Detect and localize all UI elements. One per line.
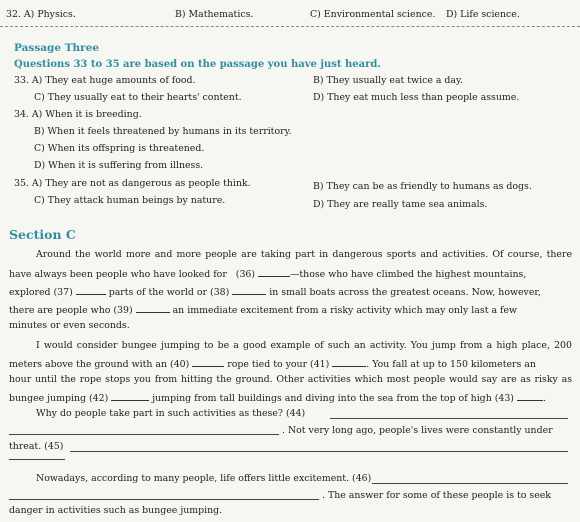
- blank-40-label: (40): [170, 359, 190, 370]
- blank-38-label: (38): [210, 287, 230, 298]
- q33-number: 33.: [14, 75, 29, 86]
- p2-line2-text: meters above the ground with an: [9, 359, 168, 370]
- blank-37-label: (37): [53, 287, 73, 298]
- blank-39-label: (39): [113, 305, 133, 316]
- p2-line3: hour until the rope stops you from hitting the ground. Other activities which most people would say are as risky as: [9, 374, 572, 385]
- blank-43[interactable]: [517, 391, 543, 401]
- passage-three-title: Passage Three: [14, 42, 100, 54]
- blank-41[interactable]: [332, 357, 366, 367]
- q33-option-a: A) They eat huge amounts of food.: [31, 75, 196, 86]
- blank-44-line-a[interactable]: [330, 418, 568, 419]
- p1-line5: minutes or even seconds.: [9, 320, 130, 331]
- p3-line1-text: Nowadays, according to many people, life offers little excitement.: [36, 473, 350, 484]
- q33-option-c: C) They usually eat to their hearts' content.: [34, 92, 242, 103]
- blank-46-line-a[interactable]: [372, 483, 568, 484]
- p1-line2-tail: —those who have climbed the highest mountains,: [290, 269, 527, 280]
- p2-line2: [9, 357, 572, 371]
- q35-option-c: C) They attack human beings by nature.: [34, 195, 226, 206]
- p2-line2-mid: rope tied to your: [227, 359, 308, 370]
- blank-42-label: (42): [89, 393, 109, 404]
- q32-number: 32.: [6, 9, 21, 20]
- q34-number: 34.: [14, 109, 29, 120]
- q35-number: 35.: [14, 178, 29, 189]
- p2-line4-text: bungee jumping: [9, 393, 87, 404]
- p1-line2-text: have always been people who have looked for: [9, 269, 227, 280]
- blank-45-label: (45): [44, 441, 64, 452]
- p2-line4: [9, 391, 572, 405]
- blank-36-label: (36): [235, 269, 256, 280]
- p1-line3-mid: parts of the world or: [108, 287, 208, 298]
- p1-line3-tail: in small boats across the greatest oceans. Now, however,: [269, 287, 541, 298]
- p1-line2: [9, 267, 572, 281]
- p3-line1: [36, 473, 371, 485]
- q35-option-a: A) They are not as dangerous as people think.: [31, 178, 251, 189]
- blank-46-line-b[interactable]: [9, 499, 319, 500]
- q32-option-b: B) Mathematics.: [175, 9, 254, 20]
- blank-42[interactable]: [111, 391, 149, 401]
- p2-question-text: Why do people take part in such activities as these?: [36, 408, 283, 419]
- q34-option-c: C) When its offspring is threatened.: [34, 143, 205, 154]
- q35-option-b: B) They can be as friendly to humans as dogs.: [313, 181, 532, 192]
- q32: [6, 9, 76, 21]
- blank-44-label: (44): [285, 408, 306, 419]
- p1-line3-text: explored: [9, 287, 51, 298]
- p2-line4-tail: .: [542, 393, 546, 404]
- p1-line4-tail: an immediate excitement from a risky activity which may only last a few: [172, 305, 518, 316]
- blank-45-line-b[interactable]: [9, 459, 65, 460]
- q34-option-d: D) When it is suffering from illness.: [34, 160, 204, 171]
- blank-38[interactable]: [232, 285, 266, 295]
- q34-option-a: A) When it is breeding.: [31, 109, 142, 120]
- blank-41-label: (41): [310, 359, 330, 370]
- passage-three-instruction: Questions 33 to 35 are based on the passage you have just heard.: [14, 59, 381, 70]
- p3-line3: danger in activities such as bungee jumping.: [9, 505, 223, 516]
- q33-option-d: D) They eat much less than people assume.: [313, 92, 520, 103]
- blank-40[interactable]: [192, 357, 224, 367]
- q32-option-d: D) Life science.: [446, 9, 520, 20]
- p2-line5: [36, 408, 305, 420]
- q33-option-b: B) They usually eat twice a day.: [313, 75, 464, 86]
- blank-36[interactable]: [258, 267, 290, 277]
- blank-39[interactable]: [136, 303, 170, 313]
- blank-44-line-b[interactable]: [9, 434, 279, 435]
- p1-line4: [9, 303, 572, 317]
- q35-option-d: D) They are really tame sea animals.: [313, 199, 488, 210]
- p2-line4-mid: jumping from tall buildings and diving into the sea from the top of high: [152, 393, 492, 404]
- blank-45-line-a[interactable]: [70, 451, 568, 452]
- q35-line1: [14, 178, 251, 190]
- p2-line7: [9, 441, 63, 453]
- divider: [0, 26, 580, 27]
- q34-line1: [14, 109, 142, 121]
- blank-46-label: (46): [352, 473, 372, 484]
- p2-line1: I would consider bungee jumping to be a good example of such an activity. You jump from a high place, 200: [36, 340, 572, 351]
- p1-line3: [9, 285, 572, 299]
- q32-option-a: A) Physics.: [23, 9, 76, 20]
- p3-line2: . The answer for some of these people is to seek: [322, 490, 551, 501]
- p2-line2-tail: . You fall at up to 150 kilometers an: [366, 359, 536, 370]
- section-c-title: Section C: [9, 227, 76, 242]
- q33-line1: [14, 75, 196, 87]
- blank-43-label: (43): [494, 393, 514, 404]
- blank-37[interactable]: [76, 285, 106, 295]
- q34-option-b: B) When it feels threatened by humans in its territory.: [34, 126, 292, 137]
- q32-option-c: C) Environmental science.: [310, 9, 436, 20]
- p1-line4-text: there are people who: [9, 305, 111, 316]
- p1-line1: Around the world more and more people are taking part in dangerous sports and activities. Of course, there: [36, 249, 572, 260]
- p2-line6: . Not very long ago, people's lives were constantly under: [282, 425, 553, 436]
- p2-line7-text: threat.: [9, 441, 42, 452]
